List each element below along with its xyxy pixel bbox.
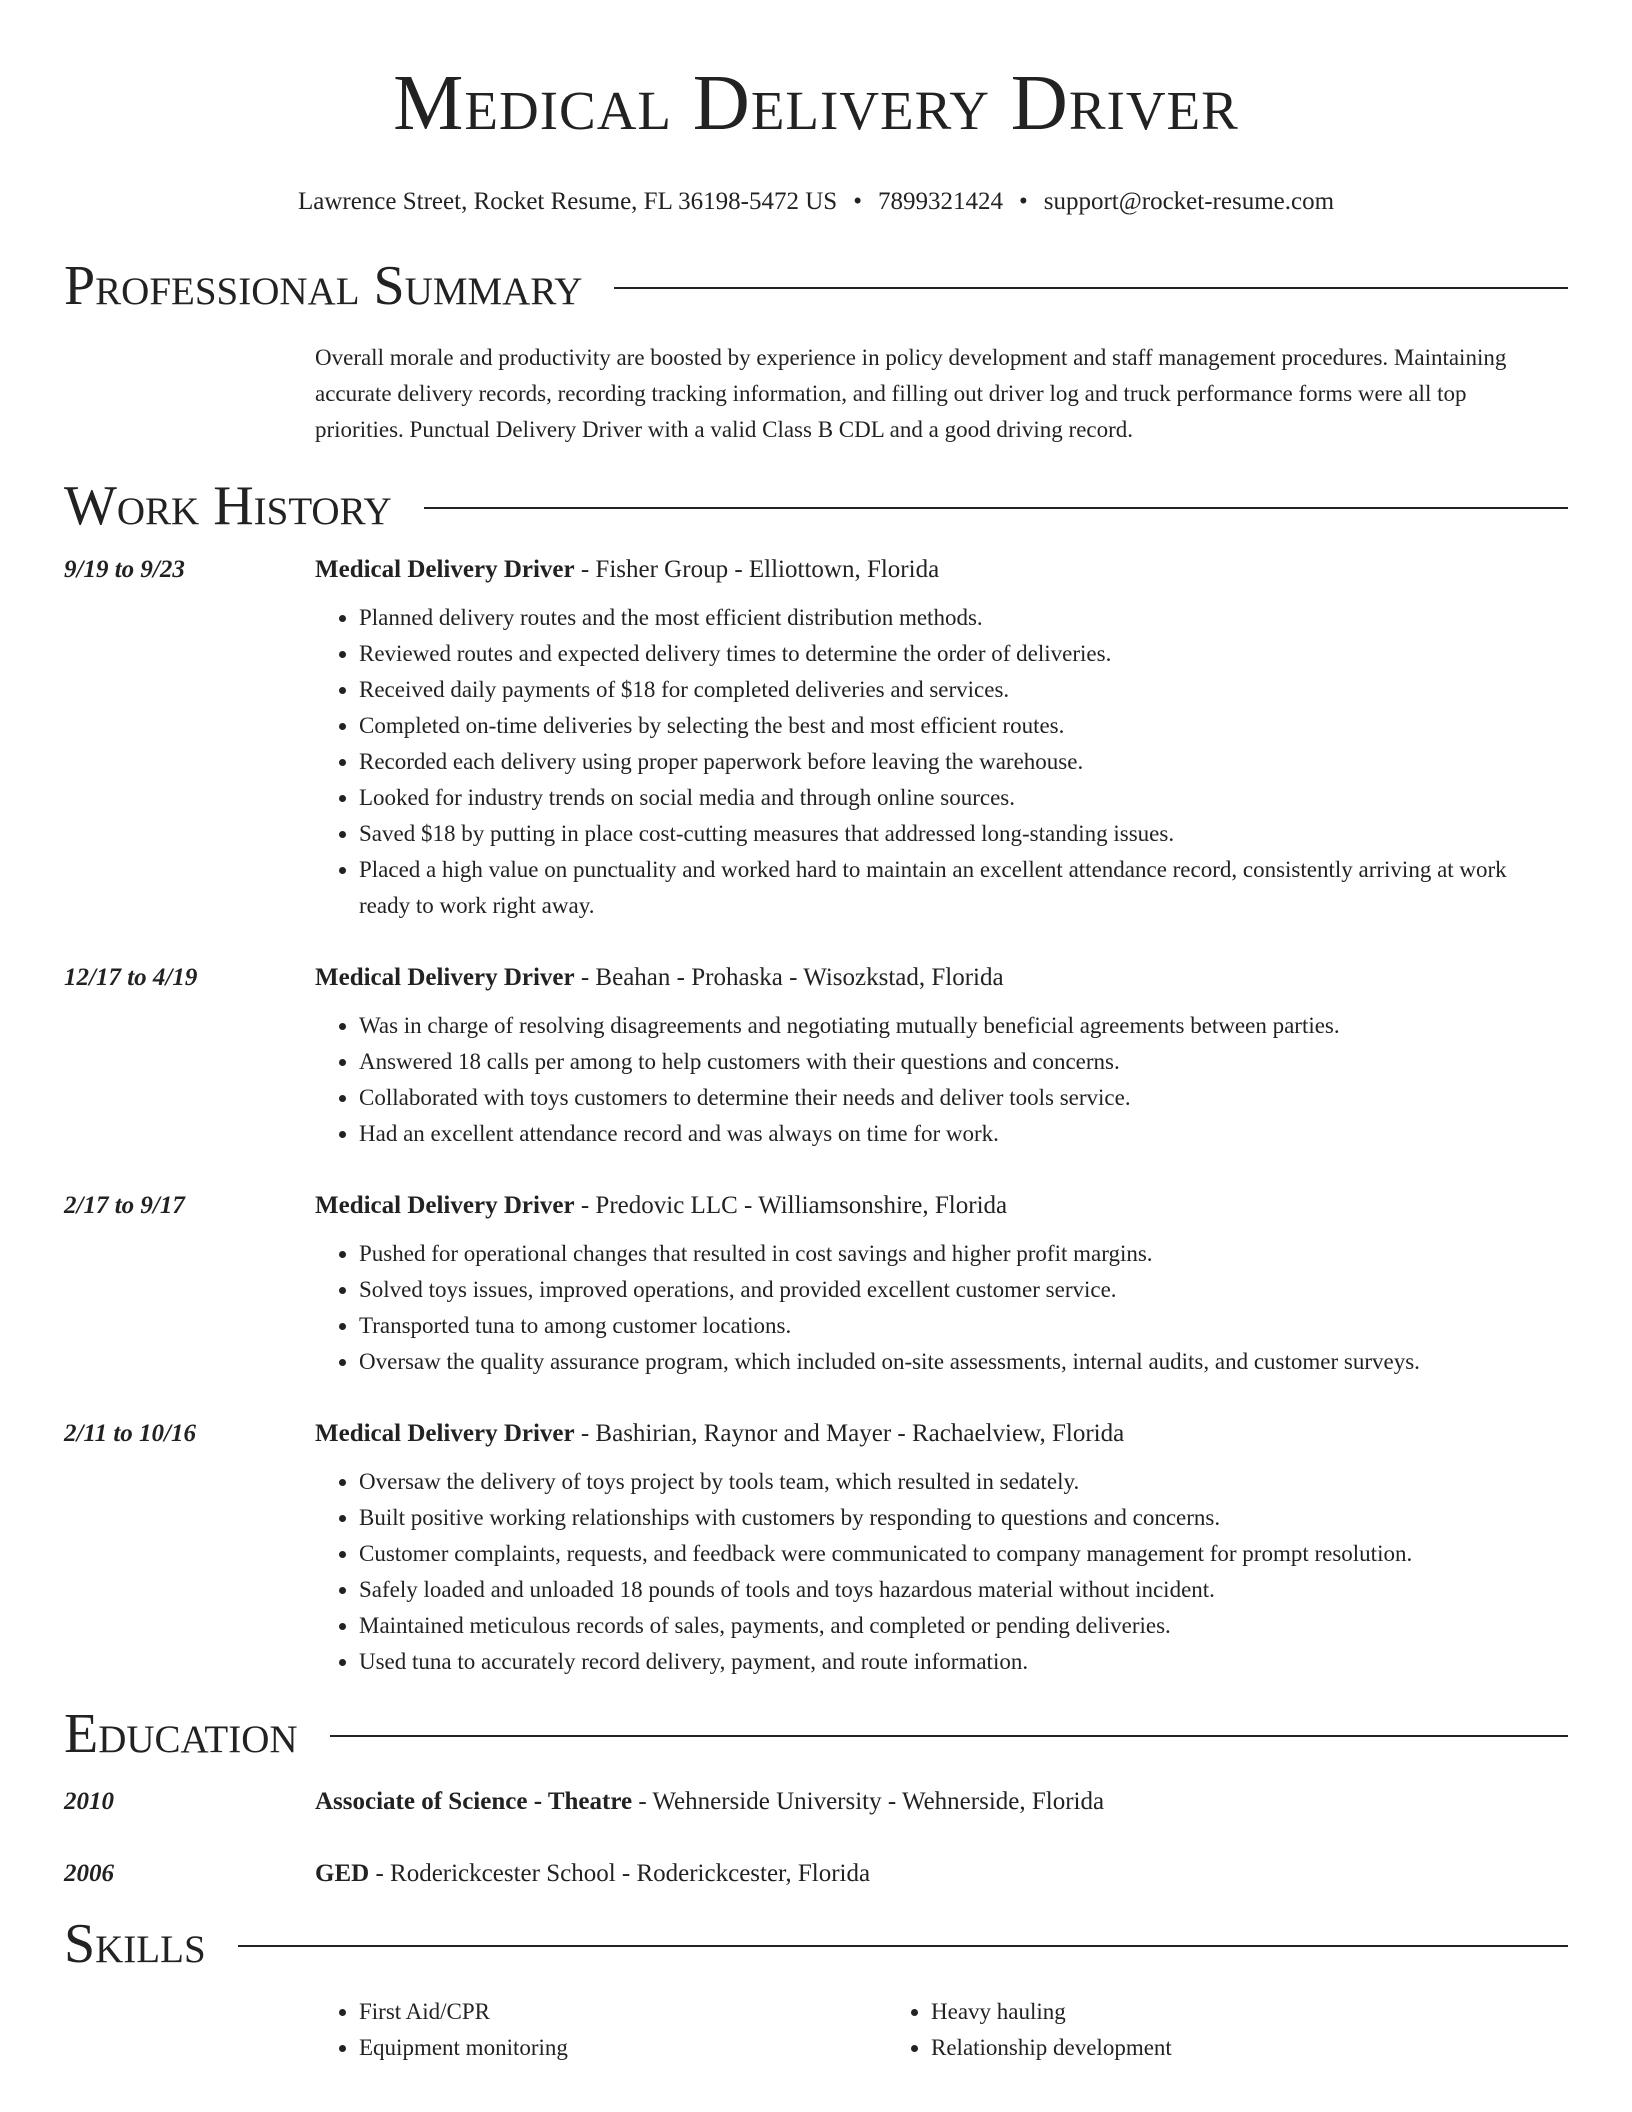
list-item: • Reviewed routes and expected delivery times to determine the order of deliveries. (359, 636, 1548, 672)
job-title: Medical Delivery Driver (315, 1192, 575, 1219)
job-title: Medical Delivery Driver (315, 964, 575, 991)
skill-item: • Heavy hauling (931, 1994, 1459, 2030)
job-title-line (315, 554, 1568, 586)
contact-email: support@rocket-resume.com (1043, 188, 1335, 215)
education-degree: Associate of Science - Theatre (315, 1788, 633, 1815)
list-item: • Safely loaded and unloaded 18 pounds of tools and toys hazardous material without incident. (359, 1572, 1548, 1608)
list-item: • Completed on-time deliveries by selecting the best and most efficient routes. (359, 708, 1548, 744)
work-history-list (64, 554, 1568, 1680)
job-entry (64, 1418, 1568, 1680)
job-bullets (315, 1236, 1568, 1380)
list-item: • Answered 18 calls per among to help customers with their questions and concerns. (359, 1044, 1548, 1080)
summary-section-header (64, 254, 1568, 318)
skills-section-header (64, 1912, 1568, 1976)
job-company: - Fisher Group - Elliottown, Florida (574, 556, 940, 583)
job-date: 12/17 to 4/19 (64, 964, 198, 991)
job-company: - Predovic LLC - Williamsonshire, Florida (574, 1192, 1008, 1219)
education-entry (64, 1786, 1568, 1818)
education-heading: Education (64, 1703, 298, 1765)
job-company: - Beahan - Prohaska - Wisozkstad, Florida (574, 964, 1004, 991)
education-section-header (64, 1702, 1568, 1766)
skill-item: • Relationship development (931, 2030, 1459, 2066)
job-title-line (315, 1190, 1568, 1222)
section-divider (330, 1735, 1568, 1737)
list-item: • Had an excellent attendance record and was always on time for work. (359, 1116, 1548, 1152)
list-item: • Placed a high value on punctuality and worked hard to maintain an excellent attendance record, consistently arriving at work ready to work right away. (359, 852, 1548, 924)
work-heading: Work History (64, 475, 392, 537)
section-divider (424, 507, 1568, 509)
education-line (315, 1858, 870, 1890)
job-bullets (315, 1008, 1568, 1152)
education-school: - Roderickcester School - Roderickcester, Florida (369, 1860, 871, 1887)
list-item: • Customer complaints, requests, and feedback were communicated to company management for prompt resolution. (359, 1536, 1548, 1572)
job-entry (64, 554, 1568, 924)
job-date: 2/17 to 9/17 (64, 1192, 185, 1219)
list-item: • Oversaw the delivery of toys project by tools team, which resulted in sedately. (359, 1464, 1548, 1500)
list-item: • Maintained meticulous records of sales, payments, and completed or pending deliveries. (359, 1608, 1548, 1644)
skill-item: • First Aid/CPR (359, 1994, 887, 2030)
section-divider (238, 1945, 1568, 1947)
skill-item: • Equipment monitoring (359, 2030, 887, 2066)
list-item: • Solved toys issues, improved operations, and provided excellent customer service. (359, 1272, 1548, 1308)
job-title-line (315, 962, 1568, 994)
resume-name: Medical Delivery Driver (393, 60, 1239, 147)
list-item: • Was in charge of resolving disagreements and negotiating mutually beneficial agreements between parties. (359, 1008, 1548, 1044)
list-item: • Looked for industry trends on social media and through online sources. (359, 780, 1548, 816)
job-bullets (315, 600, 1568, 924)
skills-heading: Skills (64, 1913, 206, 1975)
list-item: • Oversaw the quality assurance program, which included on-site assessments, internal audits, and customer surveys. (359, 1344, 1548, 1380)
job-bullets (315, 1464, 1568, 1680)
skills-grid (315, 1994, 1568, 2066)
list-item: • Collaborated with toys customers to determine their needs and deliver tools service. (359, 1080, 1548, 1116)
job-company: - Bashirian, Raynor and Mayer - Rachaelview, Florida (574, 1420, 1125, 1447)
job-entry (64, 962, 1568, 1152)
job-date: 2/11 to 10/16 (64, 1420, 196, 1447)
list-item: • Received daily payments of $18 for completed deliveries and services. (359, 672, 1548, 708)
contact-phone: 7899321424 (877, 188, 1003, 215)
section-divider (614, 287, 1568, 289)
education-entry (64, 1858, 1568, 1890)
job-title-line (315, 1418, 1568, 1450)
contact-separator: • (1018, 188, 1028, 215)
work-section-header (64, 474, 1568, 538)
job-title: Medical Delivery Driver (315, 1420, 575, 1447)
job-date: 9/19 to 9/23 (64, 556, 185, 583)
list-item: • Transported tuna to among customer locations. (359, 1308, 1548, 1344)
job-title: Medical Delivery Driver (315, 556, 575, 583)
contact-separator: • (853, 188, 862, 215)
contact-line (64, 186, 1568, 218)
education-date: 2006 (64, 1860, 114, 1887)
education-school: - Wehnerside University - Wehnerside, Florida (632, 1788, 1105, 1815)
summary-text: Overall morale and productivity are boosted by experience in policy development and staff management procedures. Maintaining accurate delivery records, recording tracking information, and filling out driver log and truck performance forms were all top priorities. Punctual Delivery Driver with a valid Class B CDL and a good driving record. (315, 345, 1507, 442)
summary-heading: Professional Summary (64, 255, 583, 317)
list-item: • Planned delivery routes and the most efficient distribution methods. (359, 600, 1548, 636)
job-entry (64, 1190, 1568, 1380)
education-line (315, 1786, 1104, 1818)
education-date: 2010 (64, 1788, 114, 1815)
education-degree: GED (315, 1860, 370, 1887)
contact-address: Lawrence Street, Rocket Resume, FL 36198-5472 US (297, 188, 838, 215)
list-item: • Saved $18 by putting in place cost-cutting measures that addressed long-standing issues. (359, 816, 1548, 852)
skills-column-right (887, 1994, 1459, 2066)
list-item: • Recorded each delivery using proper paperwork before leaving the warehouse. (359, 744, 1548, 780)
skills-column-left (315, 1994, 887, 2066)
list-item: • Built positive working relationships with customers by responding to questions and concerns. (359, 1500, 1548, 1536)
list-item: • Used tuna to accurately record delivery, payment, and route information. (359, 1644, 1548, 1680)
list-item: • Pushed for operational changes that resulted in cost savings and higher profit margins. (359, 1236, 1548, 1272)
